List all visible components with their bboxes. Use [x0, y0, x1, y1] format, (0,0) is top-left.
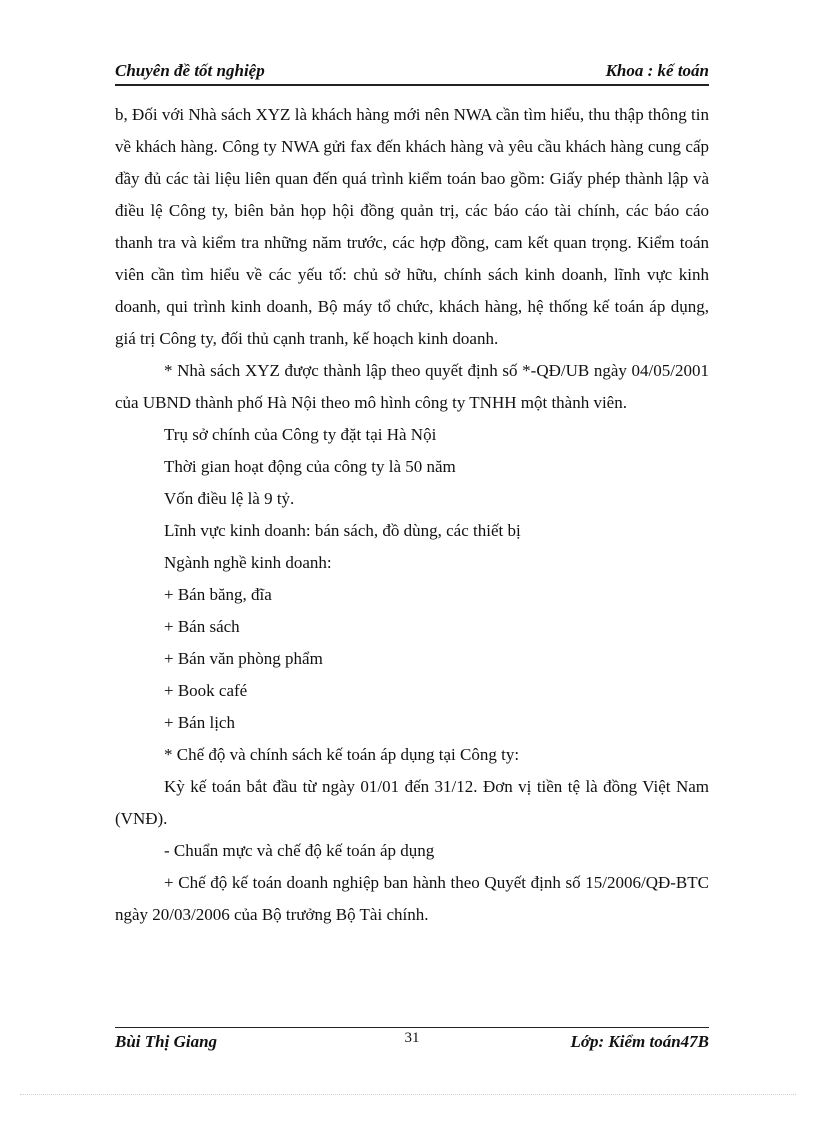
document-body: [115, 99, 709, 931]
footer-class: Lớp: Kiểm toán47B: [570, 1032, 709, 1051]
header-title: Chuyên đề tốt nghiệp: [115, 61, 265, 80]
paragraph: - Chuẩn mực và chế độ kế toán áp dụng: [164, 841, 435, 860]
page-break-divider: [20, 1094, 796, 1095]
paragraph: Ngành nghề kinh doanh:: [164, 553, 332, 572]
page-number: 31: [404, 1030, 420, 1046]
header-department: Khoa : kế toán: [605, 61, 709, 80]
paragraph: * Chế độ và chính sách kế toán áp dụng tại Công ty:: [164, 745, 520, 764]
paragraph: * Nhà sách XYZ được thành lập theo quyết định số *-QĐ/UB ngày 04/05/2001 của UBND thành phố Hà Nội theo mô hình công ty TNHH một thành viên.: [115, 361, 709, 412]
paragraph: Vốn điều lệ là 9 tỷ.: [164, 489, 295, 508]
paragraph: b, Đối với Nhà sách XYZ là khách hàng mới nên NWA cần tìm hiểu, thu thập thông tin về khách hàng. Công ty NWA gửi fax đến khách hàng và yêu cầu khách hàng cung cấp đầy đủ các tài liệu liên quan đến quá trình kiểm toán bao gồm: Giấy phép thành lập và điều lệ Công ty, biên bản họp hội đồng quản trị, các báo cáo tài chính, các báo cáo thanh tra và kiểm tra những năm trước, các hợp đồng, cam kết quan trọng. Kiểm toán viên cần tìm hiểu về các yếu tố: chủ sở hữu, chính sách kinh doanh, lĩnh vực kinh doanh, qui trình kinh doanh, Bộ máy tổ chức, khách hàng, hệ thống kế toán áp dụng, giá trị Công ty, đối thủ cạnh tranh, kế hoạch kinh doanh.: [115, 105, 709, 348]
list-item: + Book café: [164, 681, 248, 700]
list-item: + Bán sách: [164, 617, 240, 636]
paragraph: Thời gian hoạt động của công ty là 50 năm: [164, 457, 456, 476]
list-item: + Bán văn phòng phẩm: [164, 649, 323, 668]
list-item: + Bán lịch: [164, 713, 235, 732]
paragraph: + Chế độ kế toán doanh nghiệp ban hành theo Quyết định số 15/2006/QĐ-BTC ngày 20/03/2006 của Bộ trưởng Bộ Tài chính.: [115, 873, 709, 924]
page-footer: [115, 1027, 709, 1058]
list-item: + Bán băng, đĩa: [164, 585, 272, 604]
page-header: [115, 60, 709, 86]
footer-author: Bùi Thị Giang: [115, 1032, 218, 1051]
paragraph: Kỳ kế toán bắt đầu từ ngày 01/01 đến 31/12. Đơn vị tiền tệ là đồng Việt Nam (VNĐ).: [115, 777, 709, 828]
paragraph: Lĩnh vực kinh doanh: bán sách, đồ dùng, các thiết bị: [164, 521, 521, 540]
paragraph: Trụ sở chính của Công ty đặt tại Hà Nội: [164, 425, 437, 444]
